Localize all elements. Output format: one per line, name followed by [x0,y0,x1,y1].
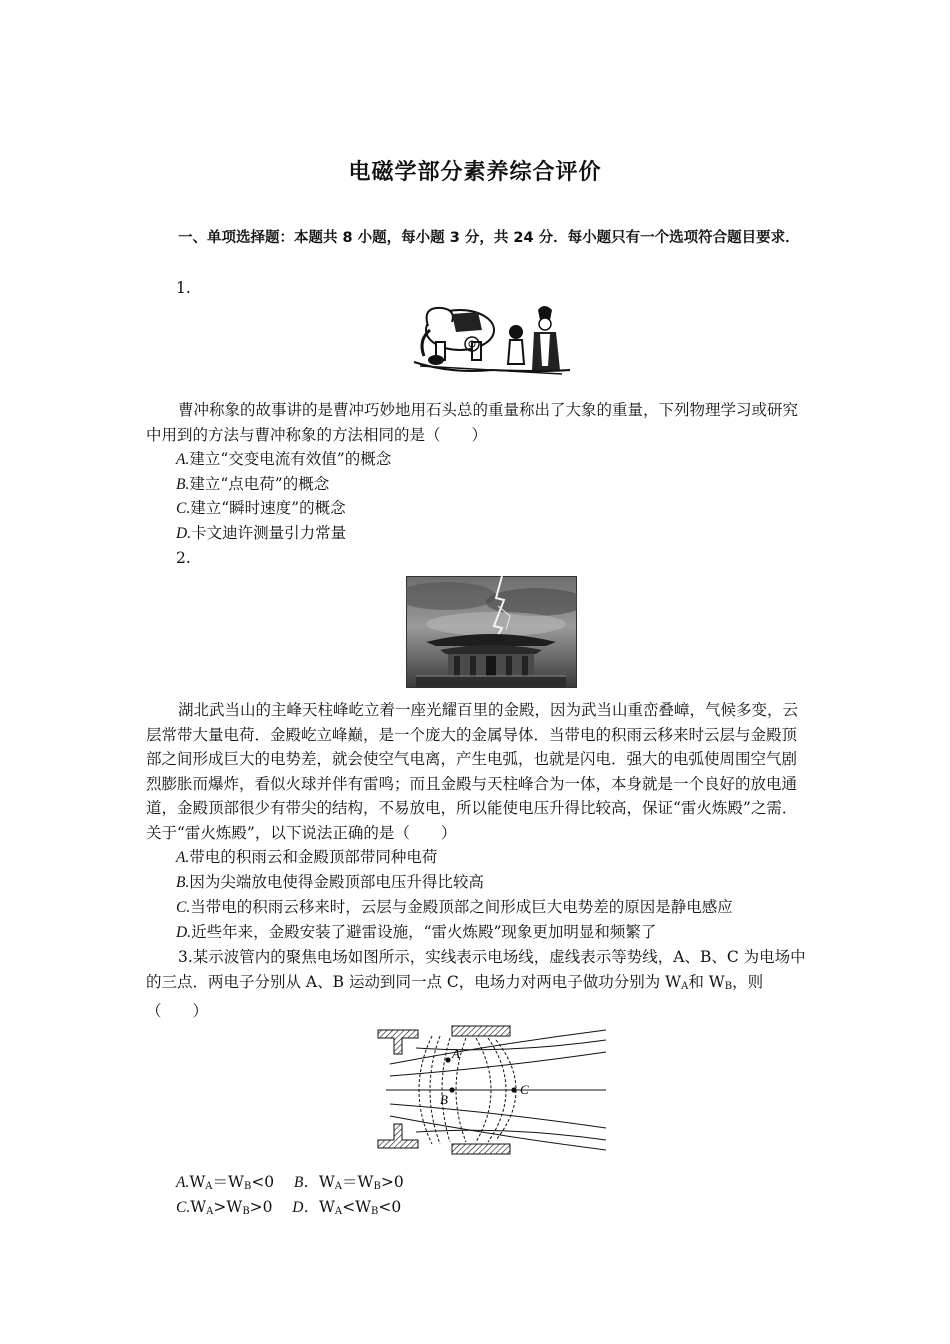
q3-options-line1: $A.W_A=W_B<0$ B．$W_A=W_B>0$ [176,1173,404,1192]
q3-options-line2: $C.W_A>W_B>0$ D．$W_A<W_B<0$ [176,1198,402,1217]
q2-number: 2. [176,549,191,567]
point-c [511,1087,516,1092]
q1-option-b: B.建立“点电荷”的概念 [176,475,330,493]
q1-number: 1. [176,279,191,297]
q2-stem: 湖北武当山的主峰天柱峰屹立着一座光耀百里的金殿，因为武当山重峦叠嶂，气候多变，云层常带大量电荷．金殿屹立峰巅，是一个庞大的金属导体．当带电的积雨云移来时云层与金殿顶部之间形成巨大的电势差，就会使空气电离，产生电弧，也就是闪电．强大的电弧使周围空气剧烈膨胀而爆炸，看似火球并伴有雷鸣；而且金殿与天柱峰合为一体，本身就是一个良好的放电通道，金殿顶部很少有带尖的结构，不易放电，所以能使电压升得比较高，保证“雷火炼殿”之需．关于“雷火炼殿”，以下说法正确的是（ ） [146,701,799,842]
golden-hall-lightning-photo [406,576,577,688]
q2-option-c: C.当带电的积雨云移来时，云层与金殿顶部之间形成巨大电势差的原因是静电感应 [176,898,733,916]
q1-option-c: C.建立“瞬时速度”的概念 [176,499,346,517]
q2-option-b: B.因为尖端放电使得金殿顶部电压升得比较高 [176,873,484,891]
focusing-field-diagram [376,1024,608,1158]
label-b: B [440,1092,448,1107]
point-a [445,1057,450,1062]
q1-option-a: A.建立“交变电流有效值”的概念 [176,450,392,468]
page-title: 电磁学部分素养综合评价 [348,160,602,185]
q1-option-d: D.卡文迪许测量引力常量 [176,524,347,542]
label-c: C [520,1082,529,1097]
q2-option-a: A.带电的积雨云和金殿顶部带同种电荷 [176,848,438,866]
point-b [449,1087,454,1092]
section-heading: 一、单项选择题：本题共 8 小题，每小题 3 分，共 24 分．每小题只有一个选项符合题目要求． [178,230,800,246]
q1-stem: 曹冲称象的故事讲的是曹冲巧妙地用石头总的重量称出了大象的重量，下列物理学习或研究中用到的方法与曹冲称象的方法相同的是（ ） [146,401,799,444]
q3-stem: 3.某示波管内的聚焦电场如图所示，实线表示电场线，虚线表示等势线，A、B、C 为电场中的三点．两电子分别从 A、B 运动到同一点 C，电场力对两电子做功分别为 $W_A$和 $W_B$，则（ ） [146,948,806,1020]
elephant-weighing-illustration [412,300,572,382]
q2-option-d: D.近些年来，金殿安装了避雷设施，“雷火炼殿”现象更加明显和频繁了 [176,923,657,941]
label-a: A [452,1046,460,1061]
